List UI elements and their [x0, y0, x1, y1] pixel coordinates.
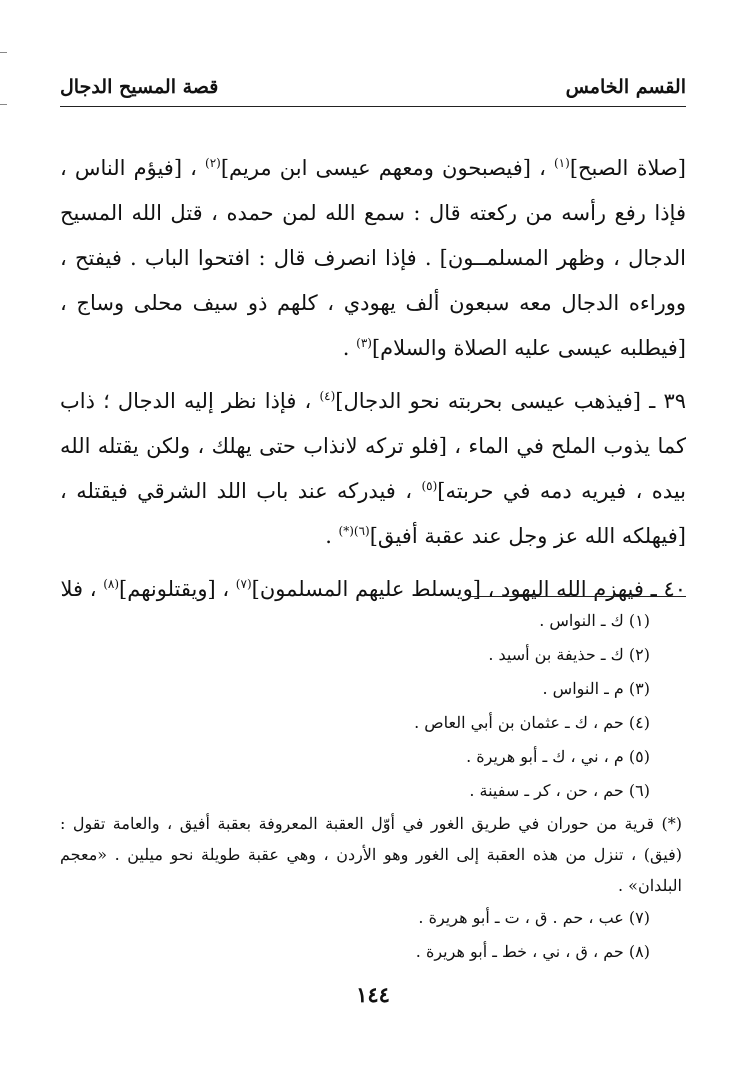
- footnote: (٦) حم ، حن ، كر ـ سفينة .: [469, 781, 650, 800]
- page-number: ١٤٤: [356, 982, 390, 1007]
- footnote-marker: (٧): [235, 577, 252, 591]
- text-run: ٤٠ ـ فيهزم الله اليهود ، [ويسلط عليهم المسلمون]: [251, 577, 686, 601]
- main-text: [60, 146, 686, 620]
- running-header: [60, 74, 686, 107]
- text-run: ، فيدركه عند باب اللد الشرقي فيقتله ، [فيهلكه الله عز وجل عند عقبة أفيق]: [60, 479, 686, 548]
- scan-edge-mark: [0, 104, 7, 105]
- footnote-marker: (٥): [421, 479, 438, 493]
- footnote: (١) ك ـ النواس .: [539, 611, 650, 630]
- text-run: ، فلا: [60, 577, 104, 601]
- footnotes: [60, 604, 686, 969]
- footnote-star: (*) قرية من حوران في طريق الغور في أوّل العقبة المعروفة بعقبة أفيق ، والعامة تقول : (فيق) ، تنزل من هذه العقبة إلى الغور وهو الأردن ، وهي عقبة طويلة نحو ميلين . «معجم البلدان» .: [60, 814, 682, 895]
- paragraph-39: [60, 379, 686, 559]
- footnote: (٨) حم ، ق ، ني ، خط ـ أبو هريرة .: [415, 942, 650, 961]
- text-run: .: [342, 336, 357, 360]
- text-run: .: [325, 524, 339, 548]
- footnote-separator: [468, 596, 686, 597]
- footnote: (٤) حم ، ك ـ عثمان بن أبي العاص .: [414, 713, 650, 732]
- footnote-marker: (٣): [356, 336, 372, 350]
- text-run: ٣٩ ـ [فيذهب عيسى بحربته نحو الدجال]: [335, 389, 687, 413]
- footnote-marker: (٤): [319, 389, 336, 403]
- footnote-marker: (١): [553, 156, 570, 170]
- text-run: ، [فيؤم الناس ، فإذا رفع رأسه من ركعته قال : سمع الله لمن حمده ، قتل الله المسيح الدجال ، وظهر المسلمــون] . فإذا انصرف قال : افتحوا الباب . فيفتح ، ووراءه الدجال معه سبعون ألف يهودي ، كلهم ذو سيف محلى وساج ، [فيطلبه عيسى عليه الصلاة والسلام]: [60, 156, 686, 360]
- footnote: (٧) عب ، حم . ق ، ت ـ أبو هريرة .: [418, 908, 650, 927]
- text-run: ، فإذا نظر إليه الدجال ؛ ذاب كما يذوب الملح في الماء ، [فلو تركه لانذاب حتى يهلك ، ولكن يقتله الله بيده ، فيريه دمه في حربته]: [60, 389, 686, 503]
- text-run: ، [ويقتلونهم]: [119, 577, 236, 601]
- header-section-title: القسم الخامس: [565, 76, 686, 98]
- header-chapter-title: قصة المسيح الدجال: [60, 76, 219, 98]
- footnote: (٥) م ، ني ، ك ـ أبو هريرة .: [466, 747, 650, 766]
- paragraph: [60, 146, 686, 371]
- footnote: (٣) م ـ النواس .: [542, 679, 650, 698]
- footnote: (٢) ك ـ حذيفة بن أسيد .: [488, 645, 650, 664]
- text-run: ، [فيصبحون ومعهم عيسى ابن مريم]: [220, 156, 554, 180]
- scan-edge-mark: [0, 52, 7, 53]
- footnote-marker: (٢): [205, 156, 221, 170]
- footnote-marker: (٨): [103, 577, 120, 591]
- footnote-marker: (٦)(*): [338, 524, 370, 538]
- text-run: [صلاة الصبح]: [569, 156, 687, 180]
